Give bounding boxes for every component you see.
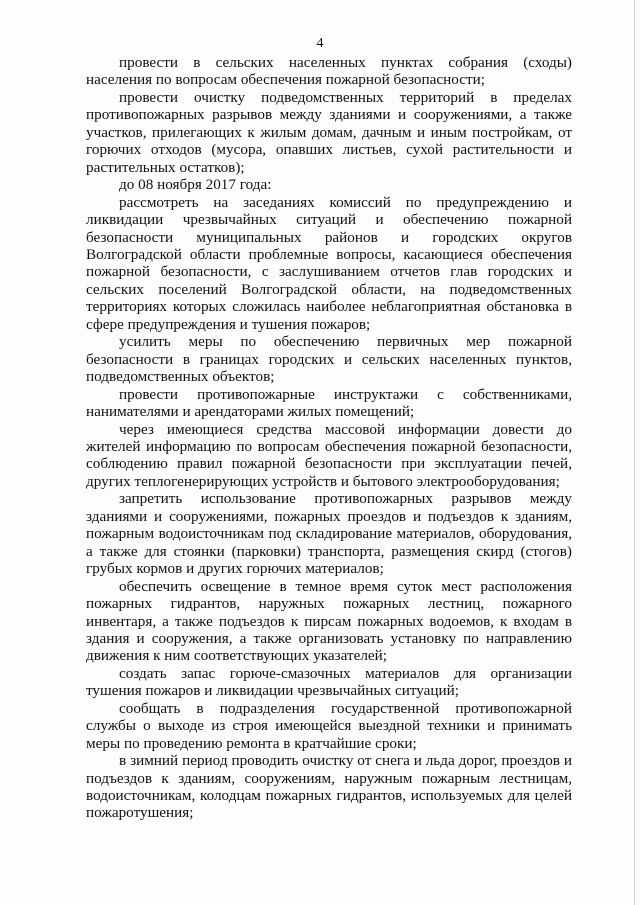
body-text xyxy=(86,54,572,822)
paragraph: через имеющиеся средства массовой информации довести до жителей информацию по вопросам обеспечения пожарной безопасности, соблюдению правил пожарной безопасности при эксплуатации печей, других теплогенерирующих устройств и бытового электрооборудования; xyxy=(86,420,572,490)
page-number: 4 xyxy=(316,36,324,51)
paragraph: провести очистку подведомственных территорий в пределах противопожарных разрывов между зданиями и сооружениями, а также участков, прилегающих к жилым домам, дачным и иным постройкам, от горючих отходов (мусора, опавших листьев, сухой растительности и растительных остатков); xyxy=(86,88,572,176)
scan-edge xyxy=(634,0,635,905)
paragraph: обеспечить освещение в темное время суток мест расположения пожарных гидрантов, наружных пожарных лестниц, пожарного инвентаря, а также подъездов к пирсам пожарных водоемов, к входам в здания и сооружения, а также организовать установку по направлению движения к ним соответствующих указателей; xyxy=(86,577,572,665)
paragraph: провести в сельских населенных пунктах собрания (сходы) населения по вопросам обеспечения пожарной безопасности; xyxy=(86,54,572,89)
paragraph: провести противопожарные инструктажи с собственниками, нанимателями и арендаторами жилых помещений; xyxy=(86,385,572,421)
paragraph: в зимний период проводить очистку от снега и льда дорог, проездов и подъездов к зданиям, сооружениям, наружным пожарным лестницам, водоисточникам, колодцам пожарных гидрантов, используемых для целей пожаротушения; xyxy=(86,752,572,822)
paragraph: сообщать в подразделения государственной противопожарной службы о выходе из строя имеющейся выездной техники и принимать меры по проведению ремонта в кратчайшие сроки; xyxy=(86,699,572,752)
paragraph: усилить меры по обеспечению первичных мер пожарной безопасности в границах городских и сельских населенных пунктов, подведомственных объектов; xyxy=(86,333,572,386)
paragraph: до 08 ноября 2017 года: xyxy=(119,176,272,194)
paragraph: создать запас горюче-смазочных материалов для организации тушения пожаров и ликвидации чрезвычайных ситуаций; xyxy=(86,664,572,700)
paragraph: запретить использование противопожарных разрывов между зданиями и сооружениями, пожарных проездов и подъездов к зданиям, пожарным водоисточникам под складирование материалов, оборудования, а также для стоянки (парковки) транспорта, размещения скирд (стогов) грубых кормов и других горючих материалов; xyxy=(86,490,572,578)
paragraph: рассмотреть на заседаниях комиссий по предупреждению и ликвидации чрезвычайных ситуаций и обеспечению пожарной безопасности муниципальных районов и городских округов Волгоградской области проблемные вопросы, касающиеся обеспечения пожарной безопасности, с заслушиванием отчетов глав городских и сельских поселений Волгоградской области, на подведомственных территориях которых сложилась наиболее неблагоприятная обстановка в сфере предупреждения и тушения пожаров; xyxy=(86,193,572,333)
